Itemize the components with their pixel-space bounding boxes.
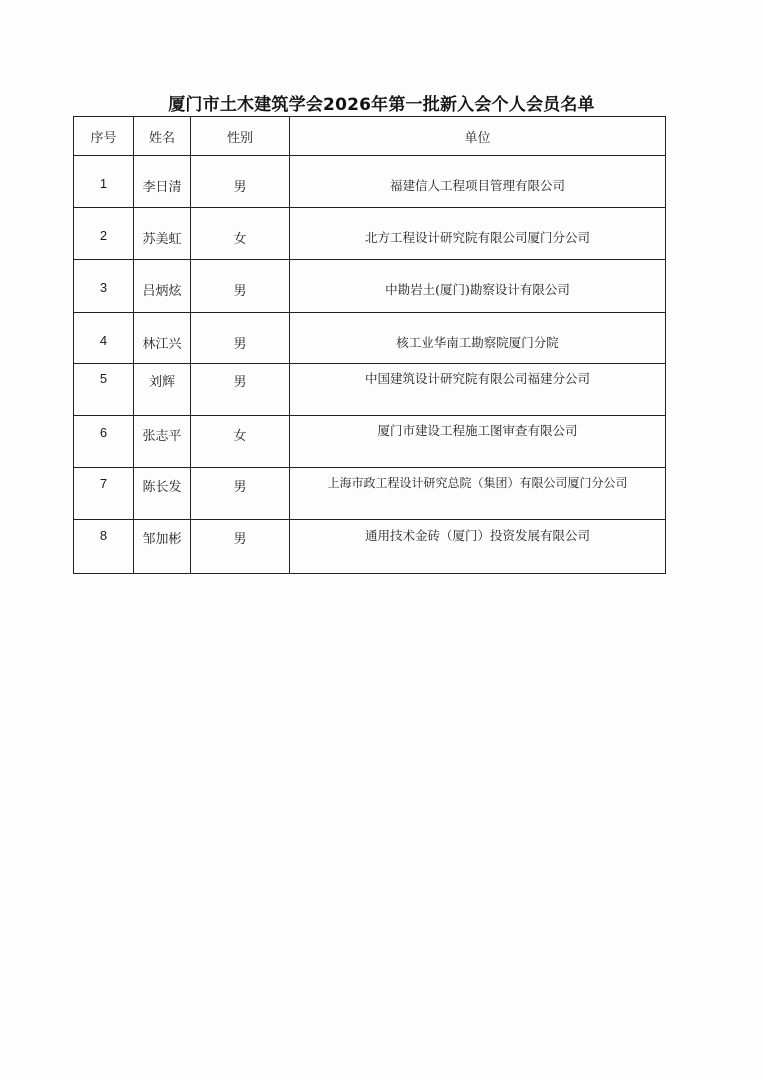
- table-row: [74, 208, 666, 260]
- cell-gender: 女: [191, 208, 290, 260]
- cell-no: 5: [74, 364, 134, 416]
- document-title: 厦门市土木建筑学会2026年第一批新入会个人会员名单: [168, 95, 595, 115]
- cell-name: 陈长发: [134, 468, 191, 520]
- header-no: 序号: [74, 117, 134, 156]
- table-row: [74, 313, 666, 364]
- cell-name: 苏美虹: [134, 208, 191, 260]
- cell-no: 6: [74, 416, 134, 468]
- cell-unit: 通用技术金砖（厦门）投资发展有限公司: [290, 520, 666, 574]
- table-row: [74, 260, 666, 313]
- cell-name: 刘辉: [134, 364, 191, 416]
- cell-unit: 中国建筑设计研究院有限公司福建分公司: [290, 364, 666, 416]
- cell-gender: 男: [191, 468, 290, 520]
- cell-no: 7: [74, 468, 134, 520]
- cell-gender: 男: [191, 313, 290, 364]
- table-row: [74, 468, 666, 520]
- cell-unit: 北方工程设计研究院有限公司厦门分公司: [290, 208, 666, 260]
- cell-name: 张志平: [134, 416, 191, 468]
- cell-name: 邹加彬: [134, 520, 191, 574]
- cell-no: 2: [74, 208, 134, 260]
- header-gender: 性别: [191, 117, 290, 156]
- cell-gender: 女: [191, 416, 290, 468]
- table-row: [74, 520, 666, 574]
- header-unit: 单位: [290, 117, 666, 156]
- table-row: [74, 416, 666, 468]
- cell-no: 1: [74, 156, 134, 208]
- table-row: [74, 364, 666, 416]
- cell-unit: 中勘岩土(厦门)勘察设计有限公司: [290, 260, 666, 313]
- cell-no: 3: [74, 260, 134, 313]
- cell-gender: 男: [191, 364, 290, 416]
- cell-unit: 核工业华南工勘察院厦门分院: [290, 313, 666, 364]
- header-name: 姓名: [134, 117, 191, 156]
- table-row: [74, 156, 666, 208]
- cell-gender: 男: [191, 260, 290, 313]
- cell-gender: 男: [191, 520, 290, 574]
- table-header-row: [74, 117, 666, 156]
- cell-unit: 上海市政工程设计研究总院（集团）有限公司厦门分公司: [290, 468, 666, 520]
- member-table: [73, 116, 666, 574]
- cell-unit: 福建信人工程项目管理有限公司: [290, 156, 666, 208]
- cell-name: 李日清: [134, 156, 191, 208]
- cell-name: 吕炳炫: [134, 260, 191, 313]
- cell-no: 8: [74, 520, 134, 574]
- cell-no: 4: [74, 313, 134, 364]
- cell-name: 林江兴: [134, 313, 191, 364]
- cell-unit: 厦门市建设工程施工图审查有限公司: [290, 416, 666, 468]
- cell-gender: 男: [191, 156, 290, 208]
